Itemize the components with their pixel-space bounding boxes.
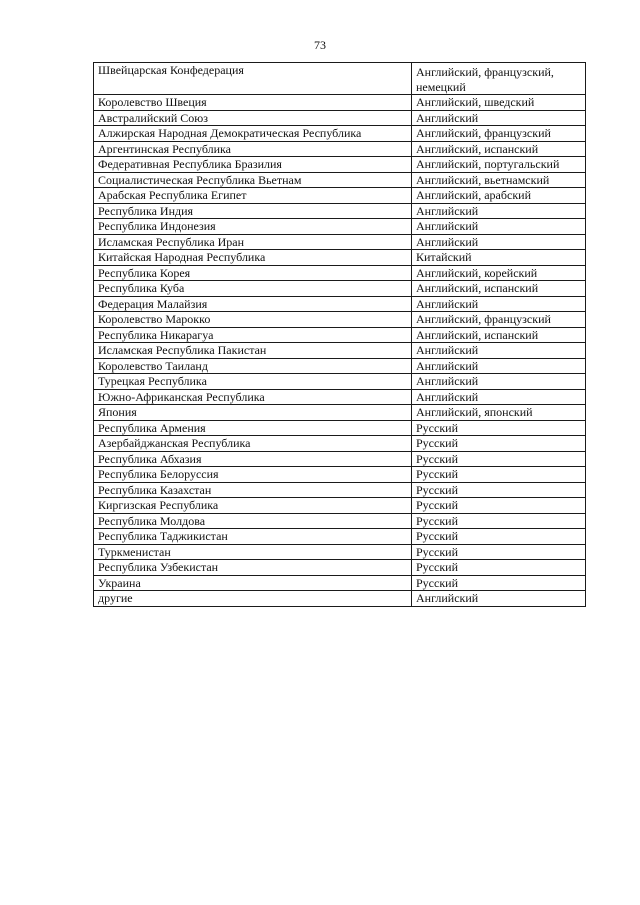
table-row xyxy=(94,265,586,281)
language-cell: Английский xyxy=(412,343,586,359)
table-row xyxy=(94,281,586,297)
language-cell: Английский, корейский xyxy=(412,265,586,281)
language-cell: Английский, шведский xyxy=(412,95,586,111)
table-row xyxy=(94,374,586,390)
language-cell: Английский, японский xyxy=(412,405,586,421)
country-cell: Япония xyxy=(94,405,412,421)
table-row xyxy=(94,95,586,111)
country-cell: Королевство Марокко xyxy=(94,312,412,328)
language-cell: Английский xyxy=(412,110,586,126)
language-cell: Английский, испанский xyxy=(412,281,586,297)
language-cell: Русский xyxy=(412,513,586,529)
table-row xyxy=(94,498,586,514)
country-cell: Швейцарская Конфедерация xyxy=(94,63,412,95)
language-cell: Китайский xyxy=(412,250,586,266)
language-cell: Английский, испанский xyxy=(412,327,586,343)
table-row xyxy=(94,482,586,498)
table-row xyxy=(94,250,586,266)
table-row xyxy=(94,219,586,235)
language-cell: Русский xyxy=(412,575,586,591)
language-cell: Русский xyxy=(412,560,586,576)
table-row xyxy=(94,141,586,157)
language-cell: Русский xyxy=(412,436,586,452)
table-row xyxy=(94,157,586,173)
country-cell: Республика Узбекистан xyxy=(94,560,412,576)
table-row xyxy=(94,513,586,529)
country-cell: Республика Абхазия xyxy=(94,451,412,467)
table-row xyxy=(94,544,586,560)
language-cell: Русский xyxy=(412,498,586,514)
language-cell: Английский, французский xyxy=(412,312,586,328)
table-row xyxy=(94,312,586,328)
table-row xyxy=(94,63,586,95)
language-cell: Английский xyxy=(412,234,586,250)
country-cell: Республика Индонезия xyxy=(94,219,412,235)
table-row xyxy=(94,358,586,374)
language-cell: Русский xyxy=(412,482,586,498)
table-row xyxy=(94,234,586,250)
table-row xyxy=(94,451,586,467)
table-row xyxy=(94,575,586,591)
country-cell: Украина xyxy=(94,575,412,591)
country-cell: Южно-Африканская Республика xyxy=(94,389,412,405)
country-language-table xyxy=(93,62,586,607)
table-row xyxy=(94,560,586,576)
country-cell: Азербайджанская Республика xyxy=(94,436,412,452)
country-cell: Республика Корея xyxy=(94,265,412,281)
language-cell: Русский xyxy=(412,467,586,483)
country-cell: Республика Белоруссия xyxy=(94,467,412,483)
country-cell: Исламская Республика Иран xyxy=(94,234,412,250)
country-cell: Республика Куба xyxy=(94,281,412,297)
table-row xyxy=(94,188,586,204)
table-row xyxy=(94,389,586,405)
language-cell: Английский, португальский xyxy=(412,157,586,173)
table-row xyxy=(94,436,586,452)
table-row xyxy=(94,172,586,188)
language-cell: Английский, французский xyxy=(412,126,586,142)
table-row xyxy=(94,126,586,142)
table-row xyxy=(94,327,586,343)
country-cell: Туркменистан xyxy=(94,544,412,560)
page-number: 73 xyxy=(314,38,326,52)
country-cell: Республика Казахстан xyxy=(94,482,412,498)
language-cell: Русский xyxy=(412,451,586,467)
table-row xyxy=(94,343,586,359)
country-cell: Республика Никарагуа xyxy=(94,327,412,343)
table-row xyxy=(94,203,586,219)
country-cell: Республика Индия xyxy=(94,203,412,219)
country-cell: другие xyxy=(94,591,412,607)
country-cell: Федерация Малайзия xyxy=(94,296,412,312)
country-cell: Турецкая Республика xyxy=(94,374,412,390)
country-cell: Республика Таджикистан xyxy=(94,529,412,545)
language-cell: Английский xyxy=(412,219,586,235)
country-cell: Королевство Швеция xyxy=(94,95,412,111)
country-cell: Китайская Народная Республика xyxy=(94,250,412,266)
country-cell: Исламская Республика Пакистан xyxy=(94,343,412,359)
table-row xyxy=(94,296,586,312)
country-cell: Федеративная Республика Бразилия xyxy=(94,157,412,173)
language-cell: Русский xyxy=(412,544,586,560)
country-cell: Королевство Таиланд xyxy=(94,358,412,374)
country-cell: Республика Молдова xyxy=(94,513,412,529)
table-row xyxy=(94,591,586,607)
language-cell: Английский, арабский xyxy=(412,188,586,204)
table-body xyxy=(94,63,586,607)
language-cell: Английский xyxy=(412,389,586,405)
language-cell: Русский xyxy=(412,529,586,545)
language-cell: Английский xyxy=(412,296,586,312)
language-cell: Английский xyxy=(412,358,586,374)
language-cell: Английский xyxy=(412,591,586,607)
table-row xyxy=(94,467,586,483)
language-cell: Английский, французский, немецкий xyxy=(412,63,586,95)
country-cell: Австралийский Союз xyxy=(94,110,412,126)
language-cell: Русский xyxy=(412,420,586,436)
language-cell: Английский, испанский xyxy=(412,141,586,157)
country-cell: Алжирская Народная Демократическая Республика xyxy=(94,126,412,142)
table-row xyxy=(94,110,586,126)
country-cell: Социалистическая Республика Вьетнам xyxy=(94,172,412,188)
table-row xyxy=(94,405,586,421)
country-cell: Республика Армения xyxy=(94,420,412,436)
country-cell: Аргентинская Республика xyxy=(94,141,412,157)
country-cell: Киргизская Республика xyxy=(94,498,412,514)
table-row xyxy=(94,529,586,545)
language-cell: Английский, вьетнамский xyxy=(412,172,586,188)
country-cell: Арабская Республика Египет xyxy=(94,188,412,204)
language-cell: Английский xyxy=(412,374,586,390)
table-row xyxy=(94,420,586,436)
language-cell: Английский xyxy=(412,203,586,219)
